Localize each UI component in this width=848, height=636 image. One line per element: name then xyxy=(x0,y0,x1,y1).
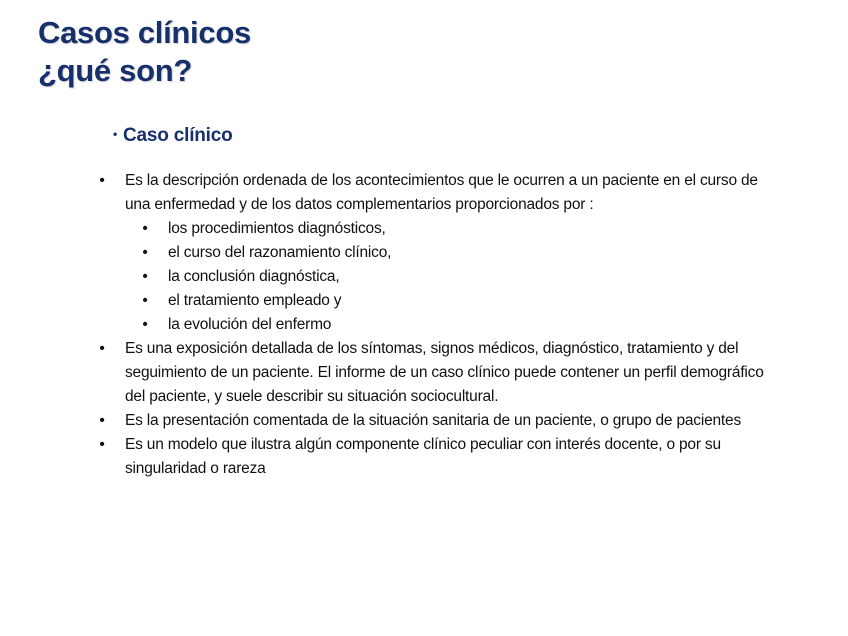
slide-title-line-1: Casos clínicos xyxy=(38,15,251,50)
sub-bullet-text-2: el curso del razonamiento clínico, xyxy=(168,244,392,261)
bullet-mark: • xyxy=(99,412,105,429)
sub-bullet-list xyxy=(96,217,776,337)
sub-bullet-item-5 xyxy=(96,313,776,337)
sub-bullet-mark: • xyxy=(142,220,148,237)
sub-bullet-mark: • xyxy=(142,292,148,309)
bullet-list xyxy=(96,169,776,481)
sub-bullet-mark: • xyxy=(142,268,148,285)
bullet-item-4 xyxy=(96,433,776,481)
sub-bullet-text-1: los procedimientos diagnósticos, xyxy=(168,220,386,237)
slide-title xyxy=(38,14,251,90)
bullet-item-1 xyxy=(96,169,776,217)
bullet-text-1: Es la descripción ordenada de los acontecimientos que le ocurren a un paciente en el curso de una enfermedad y de los datos complementarios proporcionados por : xyxy=(125,172,758,213)
sub-bullet-text-4: el tratamiento empleado y xyxy=(168,292,342,309)
bullet-item-3 xyxy=(96,409,776,433)
bullet-text-3: Es la presentación comentada de la situación sanitaria de un paciente, o grupo de pacientes xyxy=(125,412,741,429)
sub-bullet-text-3: la conclusión diagnóstica, xyxy=(168,268,340,285)
section-heading xyxy=(113,122,233,148)
sub-bullet-item-2 xyxy=(96,241,776,265)
bullet-text-4: Es un modelo que ilustra algún componente clínico peculiar con interés docente, o por su singularidad o rareza xyxy=(125,436,721,477)
bullet-mark: • xyxy=(99,340,105,357)
sub-bullet-mark: • xyxy=(142,244,148,261)
sub-bullet-text-5: la evolución del enfermo xyxy=(168,316,332,333)
bullet-text-2: Es una exposición detallada de los síntomas, signos médicos, diagnóstico, tratamiento y del seguimiento de un paciente. El informe de un caso clínico puede contener un perfil demográfico del paciente, y suele describir su situación sociocultural. xyxy=(125,340,764,405)
sub-bullet-item-3 xyxy=(96,265,776,289)
section-heading-text: Caso clínico xyxy=(123,125,233,146)
sub-bullet-mark: • xyxy=(142,316,148,333)
bullet-mark: • xyxy=(99,436,105,453)
slide-title-line-2: ¿qué son? xyxy=(38,53,193,88)
section-heading-bullet: • xyxy=(113,127,118,141)
bullet-mark: • xyxy=(99,172,105,189)
bullet-item-2 xyxy=(96,337,776,409)
sub-bullet-item-4 xyxy=(96,289,776,313)
sub-bullet-item-1 xyxy=(96,217,776,241)
